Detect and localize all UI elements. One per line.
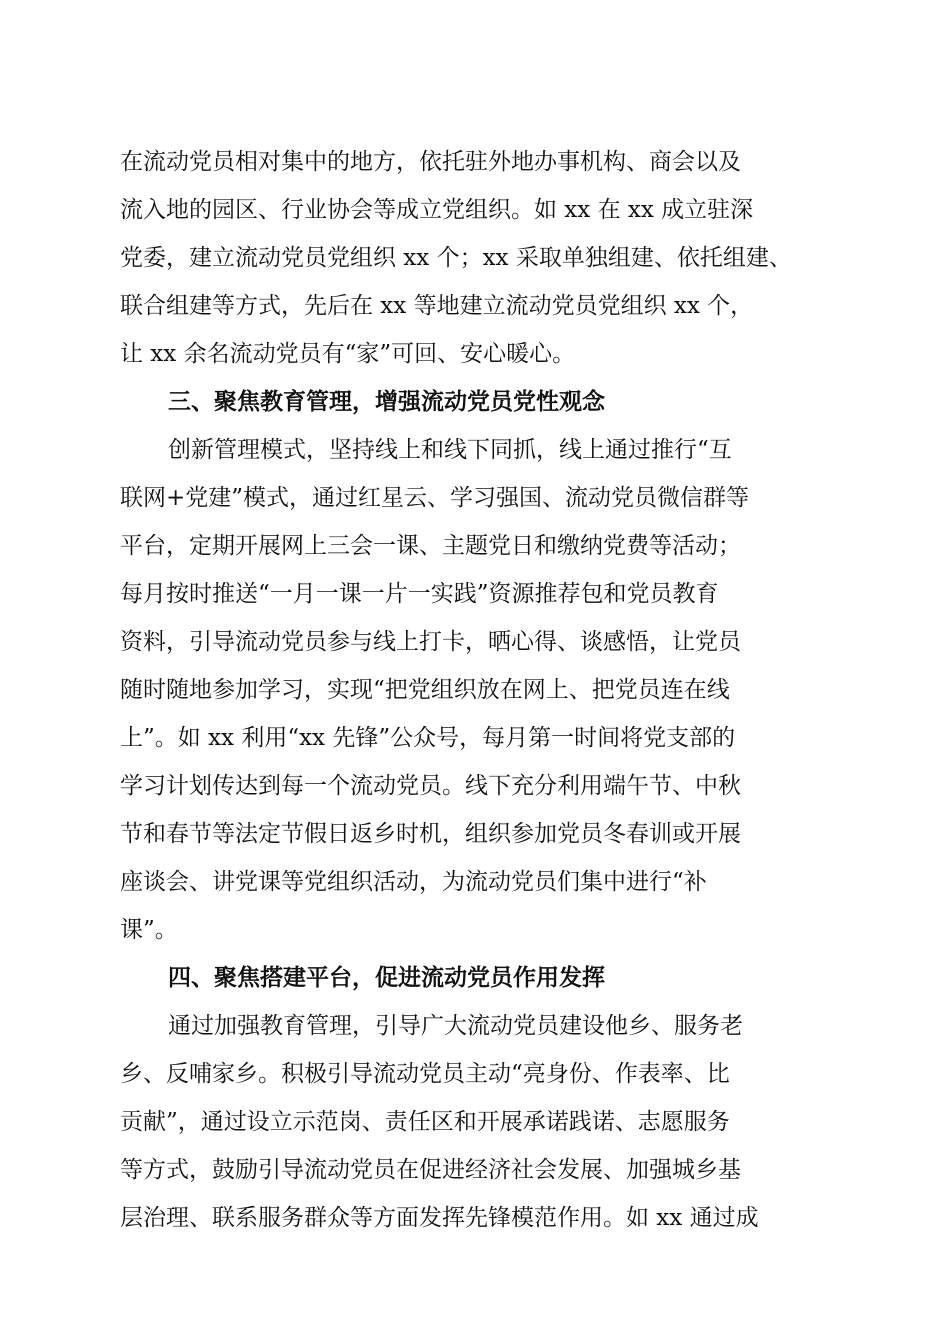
paragraph-first-line: 创新管理模式，坚持线上和线下同抓，线上通过推行“互 (168, 437, 732, 463)
section-heading-4: 四、聚焦搭建平台，促进流动党员作用发挥 (168, 965, 605, 991)
section-heading-3: 三、聚焦教育管理，增强流动党员党性观念 (168, 389, 605, 415)
paragraph-first-line: 通过加强教育管理，引导广大流动党员建设他乡、服务老 (168, 1013, 743, 1039)
body-line: 节和春节等法定节假日返乡时机，组织参加党员冬春训或开展 (120, 821, 741, 847)
body-line: 等方式，鼓励引导流动党员在促进经济社会发展、加强城乡基 (120, 1157, 741, 1183)
body-line: 在流动党员相对集中的地方，依托驻外地办事机构、商会以及 (120, 149, 741, 175)
body-line: 联网+党建”模式，通过红星云、学习强国、流动党员微信群等 (120, 485, 750, 511)
body-line: 学习计划传达到每一个流动党员。线下充分利用端午节、中秋 (120, 773, 741, 799)
body-line: 流入地的园区、行业协会等成立党组织。如 xx 在 xx 成立驻深 (120, 197, 754, 223)
body-line: 联合组建等方式，先后在 xx 等地建立流动党员党组织 xx 个， (120, 293, 754, 319)
body-line: 座谈会、讲党课等党组织活动，为流动党员们集中进行“补 (120, 869, 707, 895)
body-line: 上”。如 xx 利用“xx 先锋”公众号，每月第一时间将党支部的 (120, 725, 736, 751)
body-line: 党委，建立流动党员党组织 xx 个；xx 采取单独组建、依托组建、 (120, 245, 792, 271)
body-line: 贡献”，通过设立示范岗、责任区和开展承诺践诺、志愿服务 (120, 1109, 730, 1135)
body-line: 层治理、联系服务群众等方面发挥先锋模范作用。如 xx 通过成 (120, 1205, 759, 1231)
body-line: 平台，定期开展网上三会一课、主题党日和缴纳党费等活动； (120, 533, 741, 559)
body-line: 课”。 (120, 917, 178, 943)
body-line: 每月按时推送“一月一课一片一实践”资源推荐包和党员教育 (120, 581, 719, 607)
body-line: 让 xx 余名流动党员有“家”可回、安心暖心。 (120, 341, 576, 367)
body-line: 乡、反哺家乡。积极引导流动党员主动“亮身份、作表率、比 (120, 1061, 730, 1087)
body-line: 随时随地参加学习，实现“把党组织放在网上、把党员连在线 (120, 677, 730, 703)
body-line: 资料，引导流动党员参与线上打卡，晒心得、谈感悟，让党员 (120, 629, 741, 655)
